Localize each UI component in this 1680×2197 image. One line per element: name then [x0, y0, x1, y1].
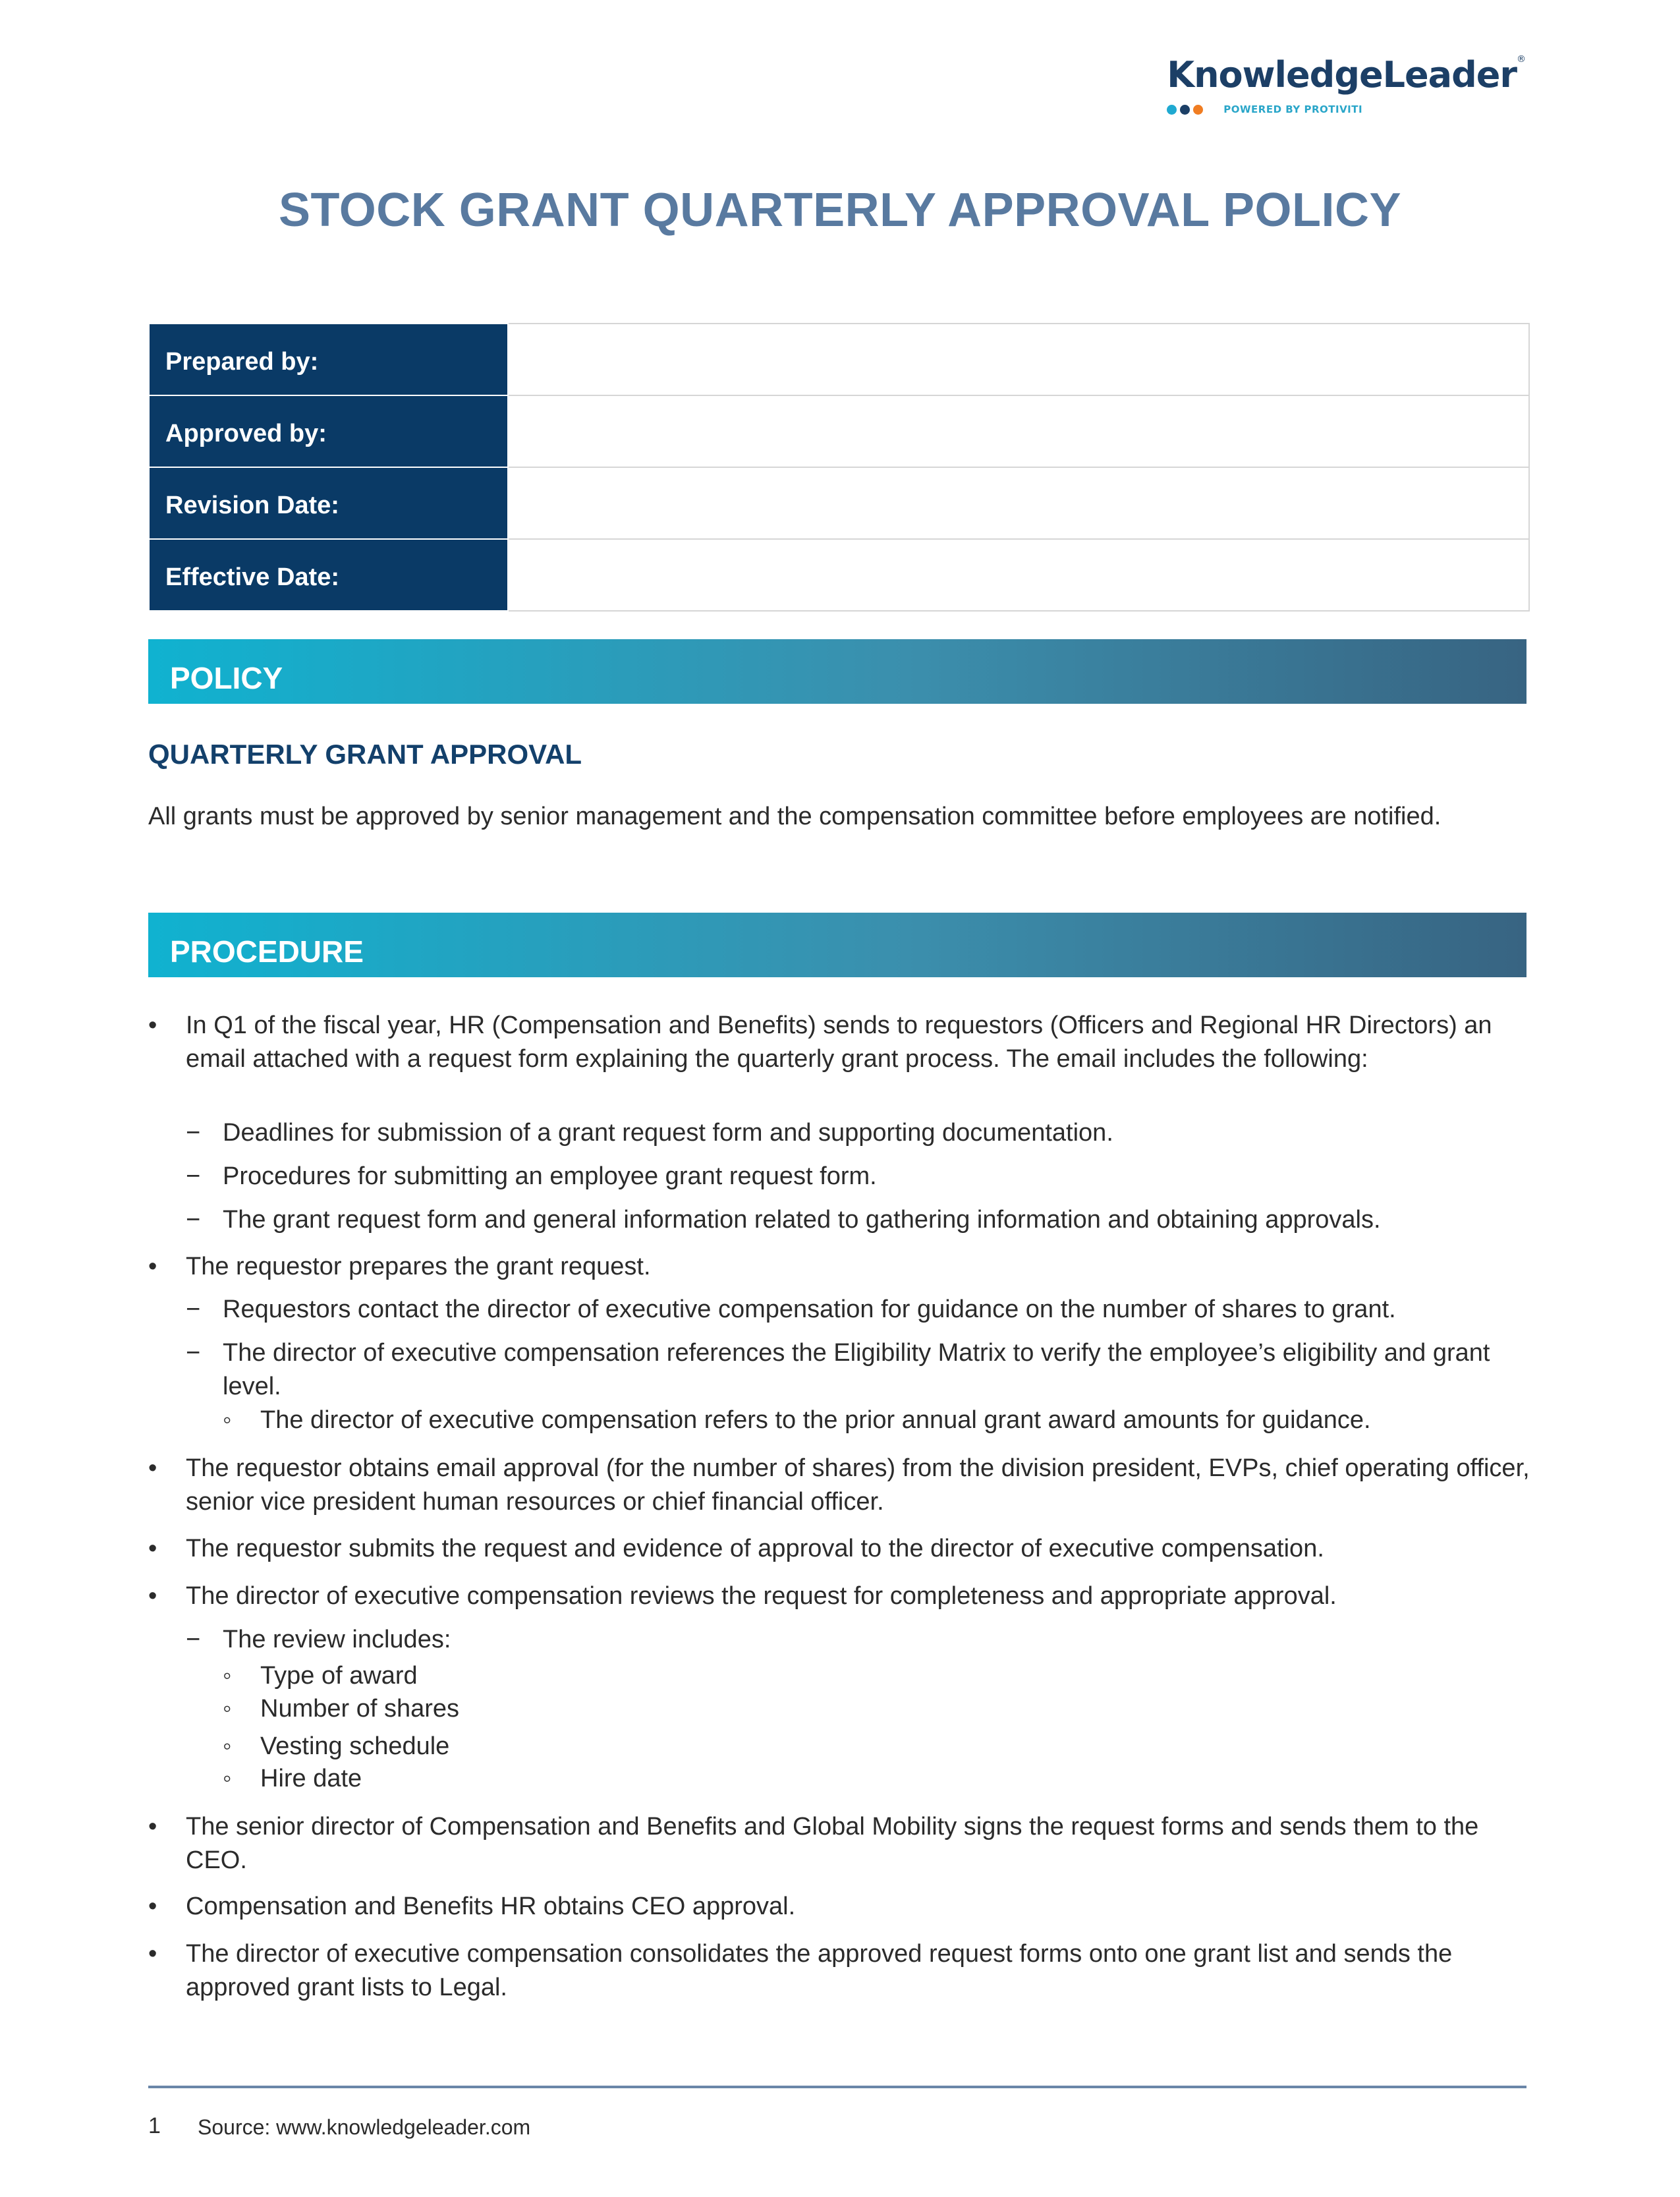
bullet-icon: •: [148, 1582, 157, 1610]
procedure-item: Hire date: [260, 1765, 362, 1792]
logo-dot-icon: [1180, 105, 1190, 115]
procedure-item: Deadlines for submission of a grant request form and supporting documentation.: [223, 1119, 1113, 1147]
circle-bullet-icon: ◦: [223, 1406, 232, 1434]
bullet-icon: •: [148, 1012, 157, 1039]
info-row: [149, 467, 1529, 539]
dash-icon: −: [186, 1626, 201, 1653]
bullet-icon: •: [148, 1940, 157, 1968]
bullet-icon: •: [148, 1253, 157, 1280]
info-value-field[interactable]: [508, 467, 1529, 539]
logo-tagline: POWERED BY PROTIVITI: [1223, 103, 1363, 115]
procedure-item: The director of executive compensation consolidates the approved request forms onto one grant list and sends the approved grant lists to Legal.: [186, 1940, 1453, 2001]
procedure-item: The review includes:: [223, 1626, 451, 1653]
info-value-field[interactable]: [508, 395, 1529, 467]
logo-dot-icon: [1167, 105, 1177, 115]
dash-icon: −: [186, 1162, 201, 1190]
bullet-icon: •: [148, 1893, 157, 1920]
info-value-field[interactable]: [508, 539, 1529, 611]
footer-divider: [148, 2086, 1526, 2088]
dash-icon: −: [186, 1339, 201, 1367]
knowledgeleader-logo: [1167, 54, 1525, 115]
logo-wordmark: KnowledgeLeader®: [1167, 54, 1525, 96]
procedure-item: Number of shares: [260, 1695, 460, 1723]
procedure-item: The director of executive compensation reviews the request for completeness and appropriate approval.: [186, 1582, 1337, 1610]
procedure-item: Procedures for submitting an employee grant request form.: [223, 1162, 877, 1190]
circle-bullet-icon: ◦: [223, 1695, 232, 1723]
info-row: [149, 324, 1529, 395]
procedure-item: The director of executive compensation references the Eligibility Matrix to verify the employee’s eligibility and grant level.: [223, 1339, 1490, 1400]
procedure-item: The requestor obtains email approval (for the number of shares) from the division president, EVPs, chief operating officer, senior vice president human resources or chief financial officer.: [186, 1454, 1530, 1516]
procedure-item: Compensation and Benefits HR obtains CEO approval.: [186, 1893, 796, 1920]
dash-icon: −: [186, 1296, 201, 1323]
info-label: Effective Date:: [149, 539, 508, 611]
info-label: Revision Date:: [149, 467, 508, 539]
procedure-item: The requestor submits the request and evidence of approval to the director of executive compensation.: [186, 1535, 1324, 1562]
procedure-item: The director of executive compensation refers to the prior annual grant award amounts for guidance.: [260, 1406, 1371, 1434]
procedure-section-header: PROCEDURE: [148, 913, 1526, 977]
bullet-icon: •: [148, 1454, 157, 1482]
info-row: [149, 395, 1529, 467]
info-label: Approved by:: [149, 395, 508, 467]
info-label: Prepared by:: [149, 324, 508, 395]
logo-subline: [1167, 103, 1525, 115]
policy-section-header: POLICY: [148, 639, 1526, 704]
circle-bullet-icon: ◦: [223, 1662, 232, 1690]
info-value-field[interactable]: [508, 324, 1529, 395]
procedure-item: The requestor prepares the grant request.: [186, 1253, 651, 1280]
source-link[interactable]: Source: www.knowledgeleader.com: [198, 2115, 531, 2139]
logo-dot-icon: [1193, 105, 1203, 115]
procedure-item: Type of award: [260, 1662, 418, 1690]
dash-icon: −: [186, 1119, 201, 1147]
bullet-icon: •: [148, 1535, 157, 1562]
page-number: 1: [148, 2113, 161, 2138]
trademark-symbol: ®: [1517, 54, 1525, 65]
circle-bullet-icon: ◦: [223, 1765, 232, 1792]
policy-text: All grants must be approved by senior management and the compensation committee before employees are notified.: [148, 803, 1442, 830]
procedure-item: The grant request form and general information related to gathering information and obtaining approvals.: [223, 1206, 1381, 1234]
document-title: STOCK GRANT QUARTERLY APPROVAL POLICY: [278, 184, 1402, 237]
document-info-table: [148, 323, 1530, 612]
bullet-icon: •: [148, 1813, 157, 1840]
info-row: [149, 539, 1529, 611]
procedure-item: Vesting schedule: [260, 1732, 450, 1760]
procedure-item: In Q1 of the fiscal year, HR (Compensation and Benefits) sends to requestors (Officers and Regional HR Directors) an email attached with a request form explaining the quarterly grant process. The email includes the following:: [186, 1012, 1492, 1073]
dash-icon: −: [186, 1206, 201, 1234]
procedure-item: The senior director of Compensation and Benefits and Global Mobility signs the request forms and sends them to the CEO.: [186, 1813, 1479, 1874]
policy-subheading: QUARTERLY GRANT APPROVAL: [148, 739, 582, 770]
circle-bullet-icon: ◦: [223, 1732, 232, 1760]
procedure-item: Requestors contact the director of executive compensation for guidance on the number of shares to grant.: [223, 1296, 1396, 1323]
